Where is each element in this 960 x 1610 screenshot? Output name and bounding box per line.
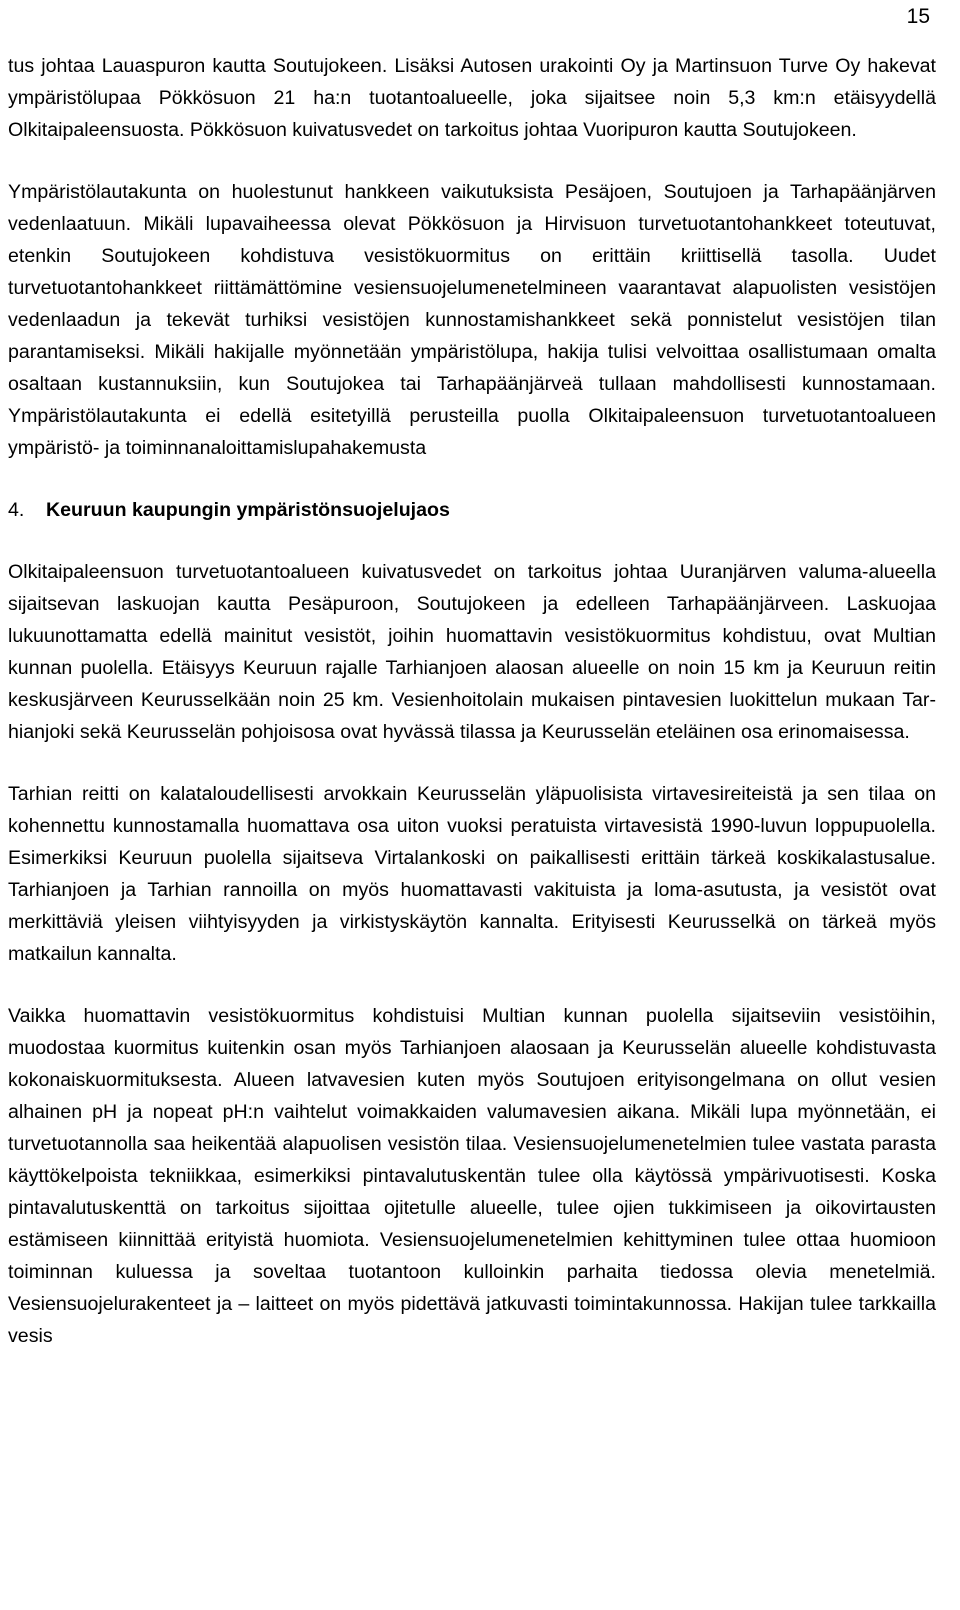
paragraph-tarhia-route: Tarhian reitti on kalataloudellisesti arvokkain Keurusselän yläpuolisista virtavesireiteistä ja sen tilaa on kohennettu kunnostamalla huomattava osa uiton vuoksi peratuista virtavesistä 1990-luvun loppupuolella. Esimerkiksi Keuruun puolella sijaitseva Virtalankoski on paikallisesti erittäin tärkeä koskikalastusalue. Tarhianjoen ja Tarhian rannoilla on myös huomattavasti vakituista ja loma-asutusta, ja vesistöt ovat merkittäviä yleisen viihtyisyyden ja virkistyskäytön kannalta. Erityisesti Keurusselkä on tärkeä myös matkailun kannalta.: [8, 783, 936, 965]
paragraph-environment-board-statement: Ympäristölautakunta on huolestunut hankkeen vaikutuksista Pesäjoen, Soutujoen ja Tarhapäänjärven vedenlaatuun. Mikäli lupavaiheessa olevat Pökkösuon ja Hirvisuon turvetuotantohankkeet toteutuvat, etenkin Soutujokeen kohdistuva vesistökuormitus on erittäin kriittisellä tasolla. Uudet turvetuotantohankkeet riittämättömine vesiensuojelumenetelmineen vaarantavat alapuolisten vesistöjen vedenlaadun ja tekevät turhiksi vesistöjen kunnostamishankkeet sekä ponnistelut vesistöjen tilan parantamiseksi. Mikäli hakijalle myönnetään ympäristölupa, hakija tulisi velvoittaa osallistumaan omalta osaltaan kustannuksiin, kun Soutujokea tai Tarhapäänjärveä tullaan mahdollisesti kunnostamaan. Ympäristölautakunta ei edellä esitetyillä perusteilla puolla Olkitaipaleensuon turvetuotantoalueen ympäristö- ja toiminnanaloittamislupahakemusta: [8, 181, 936, 459]
section-number: 4.: [8, 499, 25, 521]
paragraph-intro-continuation: tus johtaa Lauaspuron kautta Soutujokeen. Lisäksi Autosen urakointi Oy ja Martinsuon Turve Oy hakevat ympäristölupaa Pökkösuon 21 ha:n tuotantoalueelle, joka sijaitsee noin 5,3 km:n etäisyydellä Olkitaipaleensuosta. Pökkösuon kuivatusvedet on tarkoitus johtaa Vuoripuron kautta Soutujokeen.: [8, 55, 936, 141]
page-number: 15: [906, 5, 930, 28]
section-title: Keuruun kaupungin ympäristönsuojelujaos: [46, 499, 450, 521]
paragraph-water-protection: Vaikka huomattavin vesistökuormitus kohdistuisi Multian kunnan puolella sijaitseviin vesistöihin, muodostaa kuormitus kuitenkin osan myös Tarhianjoen alaosaan ja Keurusselän alueelle kohdistuvasta kokonaiskuormituksesta. Alueen latvavesien kuten myös Soutujoen erityisongelmana on ollut vesien alhainen pH ja nopeat pH:n vaihtelut voimakkaiden valumavesien aikana. Mikäli lupa myönnetään, ei turvetuotannolla saa heikentää alapuolisen vesistön tilaa. Vesiensuojelumenetelmien tulee vastata parasta käyttökelpoista tekniikkaa, esimerkiksi pintavalutuskentän tulee olla käytössä ympärivuotisesti. Koska pintavalutuskenttä on tarkoitus sijoittaa ojitetulle alueelle, tulee ojien tukkimiseen ja oikovirtausten estämiseen kiinnittää erityistä huomiota. Vesiensuojelumenetelmien kehittyminen tulee ottaa huomioon toiminnan kuluessa ja soveltaa tuotantoon kulloinkin parhaita tiedossa olevia menetelmiä. Vesiensuojelurakenteet ja – laitteet on myös pidettävä jatkuvasti toimintakunnossa. Hakijan tulee tarkkailla vesis: [8, 1005, 936, 1347]
section-heading: [8, 494, 936, 526]
paragraph-drainage-waters: Olkitaipaleensuon turvetuotantoalueen kuivatusvedet on tarkoitus johtaa Uuranjärven valuma-alueella sijaitsevan laskuojan kautta Pesäpuroon, Soutujokeen ja edelleen Tarhapäänjärveen. Laskuojaa lukuunottamatta edellä mainitut vesistöt, joihin huomattavin vesistökuormitus kohdistuu, ovat Multian kunnan puolella. Etäisyys Keuruun rajalle Tarhianjoen alaosan alueelle on noin 15 km ja Keuruun reitin keskusjärveen Keurusselkään noin 25 km. Vesienhoitolain mukaisen pintavesien luokittelun mukaan Tarhianjoki sekä Keurusselän pohjoisosa ovat hyvässä tilassa ja Keurusselän eteläinen osa erinomaisessa.: [8, 561, 936, 743]
